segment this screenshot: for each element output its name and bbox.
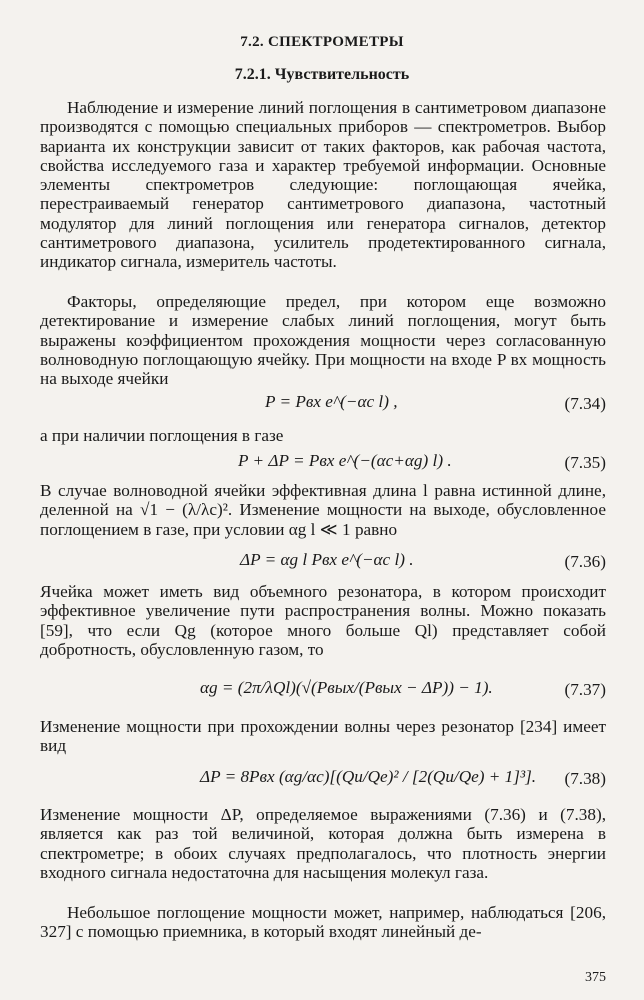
equation-7-36-number: (7.36): [564, 552, 606, 571]
paragraph-resonator: Ячейка может иметь вид объемного резонатора, в котором происходит эффективное увеличение пути распространения волны. Можно показать [59], что если Qg (которое много больше Ql) представляет собой добротность, обусловленную газом, то: [40, 582, 606, 659]
paragraph-power-change: Изменение мощности при прохождении волны через резонатор [234] имеет вид: [40, 717, 606, 756]
equation-7-35: [40, 451, 606, 481]
equation-7-34-number: (7.34): [564, 394, 606, 413]
page-number: 375: [585, 970, 606, 985]
paragraph-measured-quantity: Изменение мощности ΔP, определяемое выражениями (7.36) и (7.38), является как раз той величиной, которая должна быть измерена в спектрометре; в обоих случаях предполагалось, что плотность энергии входного сигнала недостаточна для насыщения молекул газа.: [40, 805, 606, 882]
equation-7-34-expression: P = Pвх e^(−αc l) ,: [265, 392, 398, 411]
paragraph-intro: Наблюдение и измерение линий поглощения в сантиметровом диапазоне производятся с помощью специальных приборов — спектрометров. Выбор варианта их конструкции зависит от таких факторов, как рабочая частота, свойства исследуемого газа и характер требуемой информации. Основные элементы спектрометров следующие: поглощающая ячейка, перестраиваемый генератор сантиметрового диапазона, частотный модулятор для линий поглощения или генератора сигналов, детектор сантиметрового диапазона, усилитель продетектированного сигнала, индикатор сигнала, измеритель частоты.: [40, 98, 606, 272]
section-title: 7.2. СПЕКТРОМЕТРЫ: [240, 34, 404, 50]
equation-7-37-number: (7.37): [564, 680, 606, 699]
equation-7-37-expression: αg = (2π/λQl)(√(Pвых/(Pвых − ΔP)) − 1).: [200, 678, 493, 697]
equation-7-38: [40, 767, 606, 797]
equation-7-37: [40, 678, 606, 708]
equation-7-34: [40, 392, 606, 422]
equation-7-38-number: (7.38): [564, 769, 606, 788]
paragraph-factors: Факторы, определяющие предел, при котором еще возможно детектирование и измерение слабых линий поглощения, могут быть выражены коэффициентом прохождения мощности через согласованную волноводную поглощающую ячейку. При мощности на входе P вх мощность на выходе ячейки: [40, 292, 606, 389]
equation-7-38-expression: ΔP = 8Pвх (αg/αc)[(Qu/Qe)² / [2(Qu/Qe) + 1]³].: [200, 767, 537, 786]
equation-7-35-expression: P + ΔP = Pвх e^(−(αc+αg) l) .: [238, 451, 452, 470]
paragraph-small-absorption: Небольшое поглощение мощности может, например, наблюдаться [206, 327] с помощью приемника, в который входят линейный де-: [40, 903, 606, 942]
equation-7-36-expression: ΔP = αg l Pвх e^(−αc l) .: [240, 550, 414, 569]
paragraph-gas-absorption: а при наличии поглощения в газе: [40, 426, 284, 445]
equation-7-36: [40, 550, 606, 580]
subsection-title: 7.2.1. Чувствительность: [234, 66, 410, 83]
paragraph-waveguide-cell: В случае волноводной ячейки эффективная длина l равна истинной длине, деленной на √1 − (λ/λc)². Изменение мощности на выходе, обусловленное поглощением в газе, при условии αg l ≪ 1 равно: [40, 481, 606, 539]
equation-7-35-number: (7.35): [564, 453, 606, 472]
